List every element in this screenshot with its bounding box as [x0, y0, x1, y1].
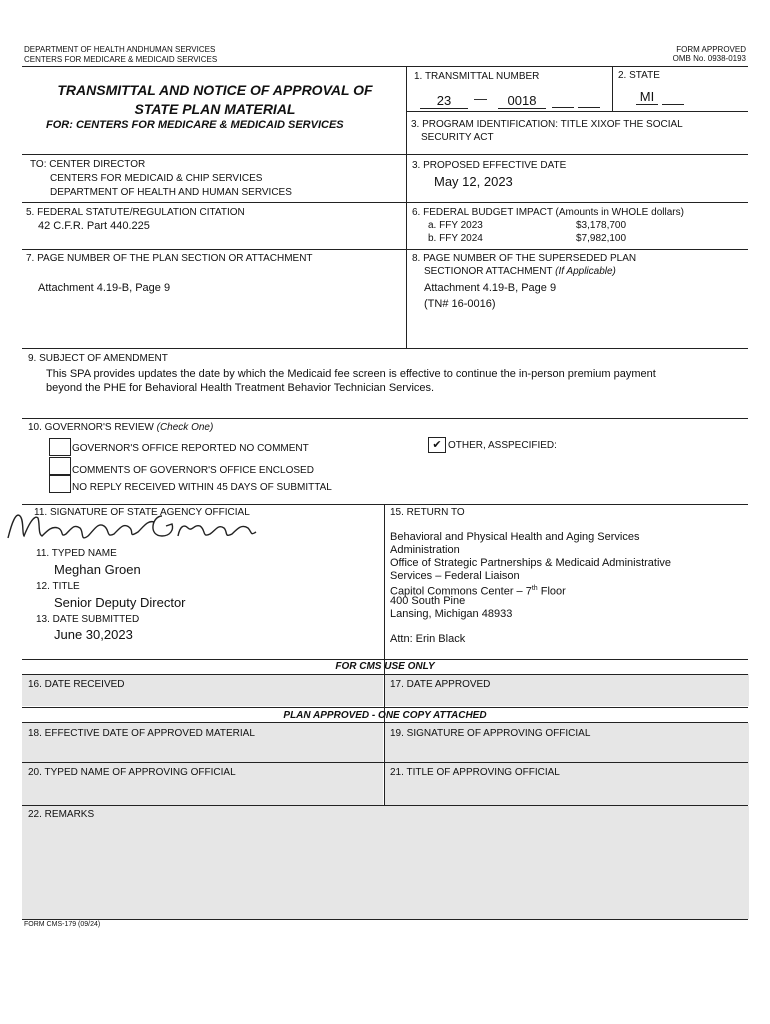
- return-to-line4: Services – Federal Liaison: [390, 570, 520, 582]
- transmittal-dash: —: [474, 91, 487, 106]
- plan-section-label: 7. PAGE NUMBER OF THE PLAN SECTION OR ATTACHMENT: [26, 253, 313, 264]
- return-to-line2: Administration: [390, 544, 460, 556]
- budget-ffy-b-label: b. FFY 2024: [428, 233, 483, 244]
- return-to-line3: Office of Strategic Partnerships & Medicaid Administrative: [390, 557, 672, 569]
- return-to-attn: Attn: Erin Black: [390, 633, 466, 645]
- date-submitted-value: June 30,2023: [54, 627, 133, 642]
- date-received-label: 16. DATE RECEIVED: [28, 679, 125, 690]
- federal-statute-label: 5. FEDERAL STATUTE/REGULATION CITATION: [26, 207, 245, 218]
- approving-signature-label: 19. SIGNATURE OF APPROVING OFFICIAL: [390, 728, 591, 739]
- program-identification-label2: SECURITY ACT: [421, 132, 494, 143]
- to-line2: CENTERS FOR MEDICAID & CHIP SERVICES: [50, 173, 263, 184]
- department-line: DEPARTMENT OF HEALTH ANDHUMAN SERVICES: [24, 45, 216, 54]
- to-line1: TO: CENTER DIRECTOR: [30, 159, 146, 170]
- handwritten-signature: [2, 502, 264, 548]
- budget-ffy-b-value: $7,982,100: [576, 233, 627, 244]
- state-value: MI: [636, 89, 658, 105]
- superseded-label2: SECTIONOR ATTACHMENT (If Applicable): [424, 266, 616, 277]
- typed-name-label: 11. TYPED NAME: [36, 548, 117, 559]
- effective-date-value: May 12, 2023: [434, 174, 513, 189]
- return-to-line7: Lansing, Michigan 48933: [390, 608, 513, 620]
- return-to-label: 15. RETURN TO: [390, 507, 465, 518]
- effective-date-label: 3. PROPOSED EFFECTIVE DATE: [412, 160, 567, 171]
- remarks-label: 22. REMARKS: [28, 809, 95, 820]
- governor-review-label: 10. GOVERNOR'S REVIEW (Check One): [28, 422, 214, 433]
- form-title-line1: TRANSMITTAL AND NOTICE OF APPROVAL OF: [57, 82, 373, 98]
- federal-statute-value: 42 C.F.R. Part 440.225: [38, 220, 150, 232]
- cms-use-only-heading: FOR CMS USE ONLY: [335, 661, 435, 672]
- return-to-line6: 400 South Pine: [390, 595, 466, 607]
- typed-name-value: Meghan Groen: [54, 562, 141, 577]
- signature-label: 11. SIGNATURE OF STATE AGENCY OFFICIAL: [34, 507, 250, 518]
- governor-no-reply-label: NO REPLY RECEIVED WITHIN 45 DAYS OF SUBMITTAL: [72, 482, 332, 493]
- return-to-line5: Capitol Commons Center – 7th Floor: [390, 585, 566, 598]
- title-label: 12. TITLE: [36, 581, 80, 592]
- form-for-line: FOR: CENTERS FOR MEDICARE & MEDICAID SERVICES: [46, 119, 344, 131]
- other-specified-checkbox[interactable]: ✔: [428, 437, 446, 453]
- superseded-value1: Attachment 4.19-B, Page 9: [424, 282, 557, 294]
- governor-comments-label: COMMENTS OF GOVERNOR'S OFFICE ENCLOSED: [72, 465, 314, 476]
- date-approved-label: 17. DATE APPROVED: [390, 679, 491, 690]
- effective-date-approved-label: 18. EFFECTIVE DATE OF APPROVED MATERIAL: [28, 728, 255, 739]
- approving-name-label: 20. TYPED NAME OF APPROVING OFFICIAL: [28, 767, 236, 778]
- budget-ffy-a-value: $3,178,700: [576, 220, 627, 231]
- form-number-footer: FORM CMS-179 (09/24): [24, 921, 101, 928]
- form-title-line2: STATE PLAN MATERIAL: [134, 101, 296, 117]
- return-to-line1: Behavioral and Physical Health and Aging Services: [390, 531, 640, 543]
- subject-amendment-line2: beyond the PHE for Behavioral Health Treatment Behavior Technician Services.: [46, 382, 435, 394]
- governor-comments-checkbox[interactable]: [49, 457, 71, 475]
- title-value: Senior Deputy Director: [54, 595, 186, 610]
- form-approved: FORM APPROVED: [676, 45, 746, 54]
- date-submitted-label: 13. DATE SUBMITTED: [36, 614, 140, 625]
- subject-amendment-label: 9. SUBJECT OF AMENDMENT: [28, 353, 168, 364]
- approving-title-label: 21. TITLE OF APPROVING OFFICIAL: [390, 767, 560, 778]
- superseded-label1: 8. PAGE NUMBER OF THE SUPERSEDED PLAN: [412, 253, 637, 264]
- omb-number: OMB No. 0938-0193: [672, 54, 746, 63]
- transmittal-number-part1: 23: [420, 93, 468, 109]
- state-label: 2. STATE: [618, 70, 660, 81]
- agency-line: CENTERS FOR MEDICARE & MEDICAID SERVICES: [24, 55, 218, 64]
- plan-approved-heading: PLAN APPROVED - ONE COPY ATTACHED: [283, 710, 487, 721]
- budget-impact-label: 6. FEDERAL BUDGET IMPACT (Amounts in WHOLE dollars): [412, 207, 684, 218]
- governor-no-reply-checkbox[interactable]: [49, 475, 71, 493]
- transmittal-number-part2: 0018: [498, 93, 546, 109]
- program-identification-label: 3. PROGRAM IDENTIFICATION: TITLE XIXOF THE SOCIAL: [411, 119, 683, 130]
- superseded-value2: (TN# 16-0016): [424, 298, 496, 310]
- governor-no-comment-label: GOVERNOR'S OFFICE REPORTED NO COMMENT: [72, 443, 309, 454]
- budget-ffy-a-label: a. FFY 2023: [428, 220, 483, 231]
- other-specified-label: OTHER, ASSPECIFIED:: [448, 440, 557, 451]
- subject-amendment-line1: This SPA provides updates the date by which the Medicaid fee screen is effective to continue the in-person premium payment: [46, 368, 656, 380]
- transmittal-number-label: 1. TRANSMITTAL NUMBER: [414, 71, 540, 82]
- to-line3: DEPARTMENT OF HEALTH AND HUMAN SERVICES: [50, 187, 292, 198]
- plan-section-value: Attachment 4.19-B, Page 9: [38, 282, 171, 294]
- governor-no-comment-checkbox[interactable]: [49, 438, 71, 456]
